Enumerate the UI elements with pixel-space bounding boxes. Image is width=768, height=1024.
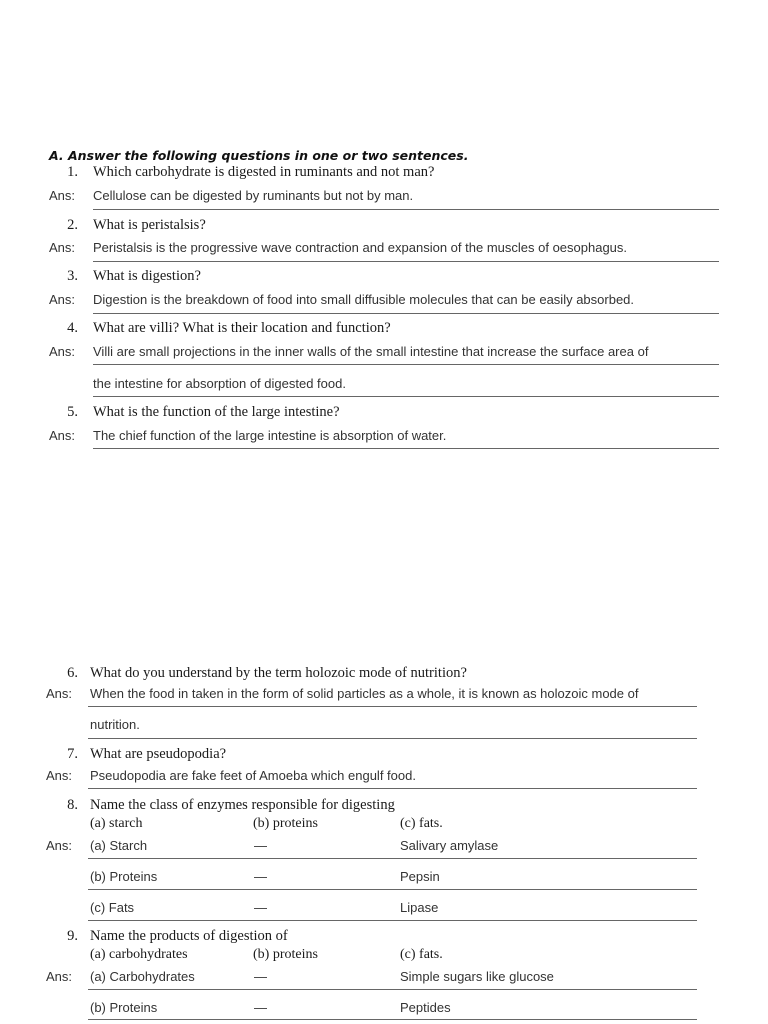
answer-rule — [93, 209, 719, 210]
question-number: 8. — [67, 797, 78, 813]
answer-label: Ans: — [46, 686, 73, 701]
question-text: What are pseudopodia? — [90, 746, 227, 762]
subpart-c: (c) fats. — [400, 816, 443, 831]
answer-label: Ans: — [49, 428, 76, 443]
section-heading: A. Answer the following questions in one or two sentences. — [49, 148, 469, 163]
question-text: Name the class of enzymes responsible for digesting — [90, 797, 395, 813]
answer-label: Ans: — [46, 768, 73, 783]
question-number: 5. — [67, 404, 78, 420]
answer-rule — [88, 706, 697, 707]
answer-row-left: (a) Starch — [90, 838, 148, 853]
subpart-a: (a) starch — [90, 816, 143, 831]
answer-row-right: Peptides — [400, 1000, 451, 1015]
question-number: 3. — [67, 268, 78, 284]
answer-rule — [93, 448, 719, 449]
answer-row-left: (a) Carbohydrates — [90, 969, 195, 984]
answer-text: When the food in taken in the form of solid particles as a whole, it is known as holozoic mode of — [90, 686, 639, 701]
answer-rule — [88, 788, 697, 789]
answer-text: Pseudopodia are fake feet of Amoeba which engulf food. — [90, 768, 416, 783]
answer-row-right: Lipase — [400, 900, 439, 915]
question-number: 1. — [67, 164, 78, 180]
question-text: Name the products of digestion of — [90, 928, 288, 944]
answer-rule — [88, 889, 697, 890]
answer-row-right: Simple sugars like glucose — [400, 969, 554, 984]
answer-text-continued: nutrition. — [90, 717, 140, 732]
answer-text: Villi are small projections in the inner walls of the small intestine that increase the surface area of — [93, 344, 649, 359]
answer-label: Ans: — [49, 188, 76, 203]
question-number: 4. — [67, 320, 78, 336]
answer-text: Cellulose can be digested by ruminants but not by man. — [93, 188, 414, 203]
question-text: What are villi? What is their location and function? — [93, 320, 391, 336]
answer-rule — [88, 858, 697, 859]
answer-text: Digestion is the breakdown of food into small diffusible molecules that can be easily absorbed. — [93, 292, 635, 307]
answer-row-left: (b) Proteins — [90, 1000, 158, 1015]
subpart-c: (c) fats. — [400, 947, 443, 962]
answer-label: Ans: — [46, 969, 73, 984]
answer-rule — [88, 1019, 697, 1020]
question-number: 9. — [67, 928, 78, 944]
answer-row-dash: — — [254, 1000, 267, 1015]
answer-label: Ans: — [49, 292, 76, 307]
answer-rule — [93, 313, 719, 314]
question-number: 2. — [67, 217, 78, 233]
answer-label: Ans: — [46, 838, 73, 853]
subpart-a: (a) carbohydrates — [90, 947, 188, 962]
answer-row-right: Pepsin — [400, 869, 440, 884]
answer-text: The chief function of the large intestine is absorption of water. — [93, 428, 447, 443]
subpart-b: (b) proteins — [253, 947, 318, 962]
answer-row-right: Salivary amylase — [400, 838, 499, 853]
answer-rule — [93, 396, 719, 397]
answer-text: Peristalsis is the progressive wave contraction and expansion of the muscles of oesophagus. — [93, 240, 628, 255]
answer-row-dash: — — [254, 900, 267, 915]
answer-rule — [88, 738, 697, 739]
answer-label: Ans: — [49, 344, 76, 359]
answer-rule — [93, 364, 719, 365]
answer-row-left: (c) Fats — [90, 900, 135, 915]
answer-rule — [93, 261, 719, 262]
question-number: 6. — [67, 665, 78, 681]
answer-row-dash: — — [254, 969, 267, 984]
answer-row-dash: — — [254, 838, 267, 853]
question-number: 7. — [67, 746, 78, 762]
answer-rule — [88, 920, 697, 921]
question-text: What is the function of the large intestine? — [93, 404, 340, 420]
question-text: What do you understand by the term holozoic mode of nutrition? — [90, 665, 467, 681]
question-text: Which carbohydrate is digested in ruminants and not man? — [93, 164, 435, 180]
question-text: What is peristalsis? — [93, 217, 206, 233]
answer-rule — [88, 989, 697, 990]
answer-text-continued: the intestine for absorption of digested food. — [93, 376, 346, 391]
answer-row-left: (b) Proteins — [90, 869, 158, 884]
subpart-b: (b) proteins — [253, 816, 318, 831]
answer-label: Ans: — [49, 240, 76, 255]
question-text: What is digestion? — [93, 268, 201, 284]
answer-row-dash: — — [254, 869, 267, 884]
